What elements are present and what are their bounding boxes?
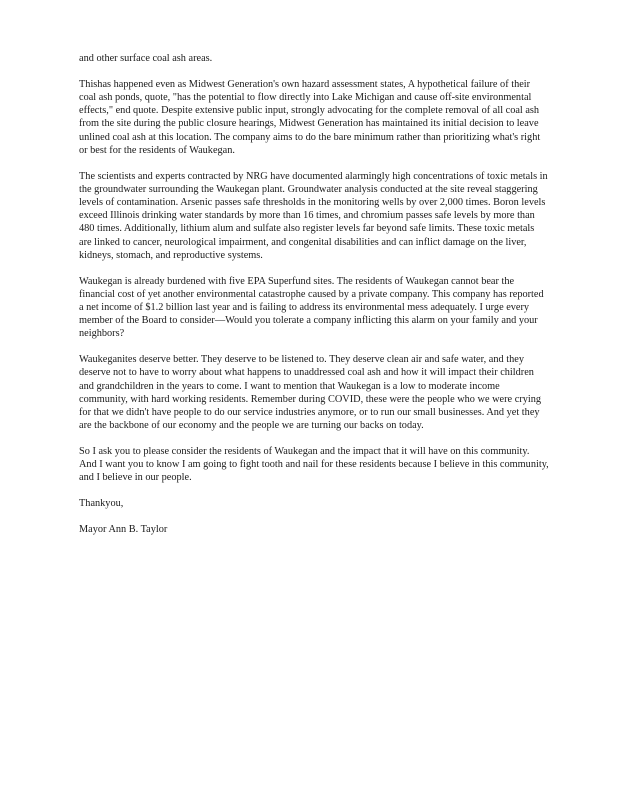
paragraph-superfund-sites: Waukegan is already burdened with five EPA Superfund sites. The residents of Waukegan cannot bear the financial cost of yet another environmental catastrophe caused by a private company. This company has reported a net income of $1.2 billion last year and is failing to address its environmental mess adequately. I urge every member of the Board to consider—Would you tolerate a company inflicting this alarm on your family and your neighbors? xyxy=(79,275,544,340)
sign-off: Thankyou, xyxy=(79,498,124,510)
paragraph-closing-request: So I ask you to please consider the residents of Waukegan and the impact that it will have on this community. And I want you to know I am going to fight tooth and nail for these residents because I believe in this community, and I believe in our people. xyxy=(79,446,549,484)
letter-page xyxy=(79,52,549,549)
paragraph-groundwater-contamination: The scientists and experts contracted by NRG have documented alarmingly high concentrations of toxic metals in the groundwater surrounding the Waukegan plant. Groundwater analysis conducted at the site reveal staggering levels of contamination. Arsenic passes safe thresholds in the monitoring wells by over 2,000 times. Boron levels exceed Illinois drinking water standards by more than 16 times, and chromium passes safe levels by more than 480 times. Additionally, lithium alum and sulfate also register levels far beyond safe limits. These toxic metals are linked to cancer, neurological impairment, and congenital disabilities and can inflict damage on the liver, kidneys, stomach, and reproductive systems. xyxy=(79,170,548,261)
paragraph-continuation: and other surface coal ash areas. xyxy=(79,53,213,64)
paragraph-waukeganites: Waukeganites deserve better. They deserve to be listened to. They deserve clean air and safe water, and they deserve not to have to worry about what happens to unaddressed coal ash and how it will impact their children and grandchildren in the years to come. I want to mention that Waukegan is a low to moderate income community, with hard working residents. Remember during COVID, these were the people who we were crying for that we didn't have people to do our service industries anymore, or to run our small businesses. And yet they are the backbone of our economy and the people we are turning our backs on today. xyxy=(79,354,541,432)
paragraph-hazard-assessment: Thishas happened even as Midwest Generation's own hazard assessment states, A hypothetical failure of their coal ash ponds, quote, "has the potential to flow directly into Lake Michigan and cause off-site environmental effects," end quote. Despite extensive public input, strongly advocating for the complete removal of all coal ash from the site during the public closure hearings, Midwest Generation has maintained its initial decision to leave unlined coal ash at this location. The company aims to do the bare minimum rather than prioritizing what's right or best for the residents of Waukegan. xyxy=(79,78,541,156)
signature-name: Mayor Ann B. Taylor xyxy=(79,524,168,536)
